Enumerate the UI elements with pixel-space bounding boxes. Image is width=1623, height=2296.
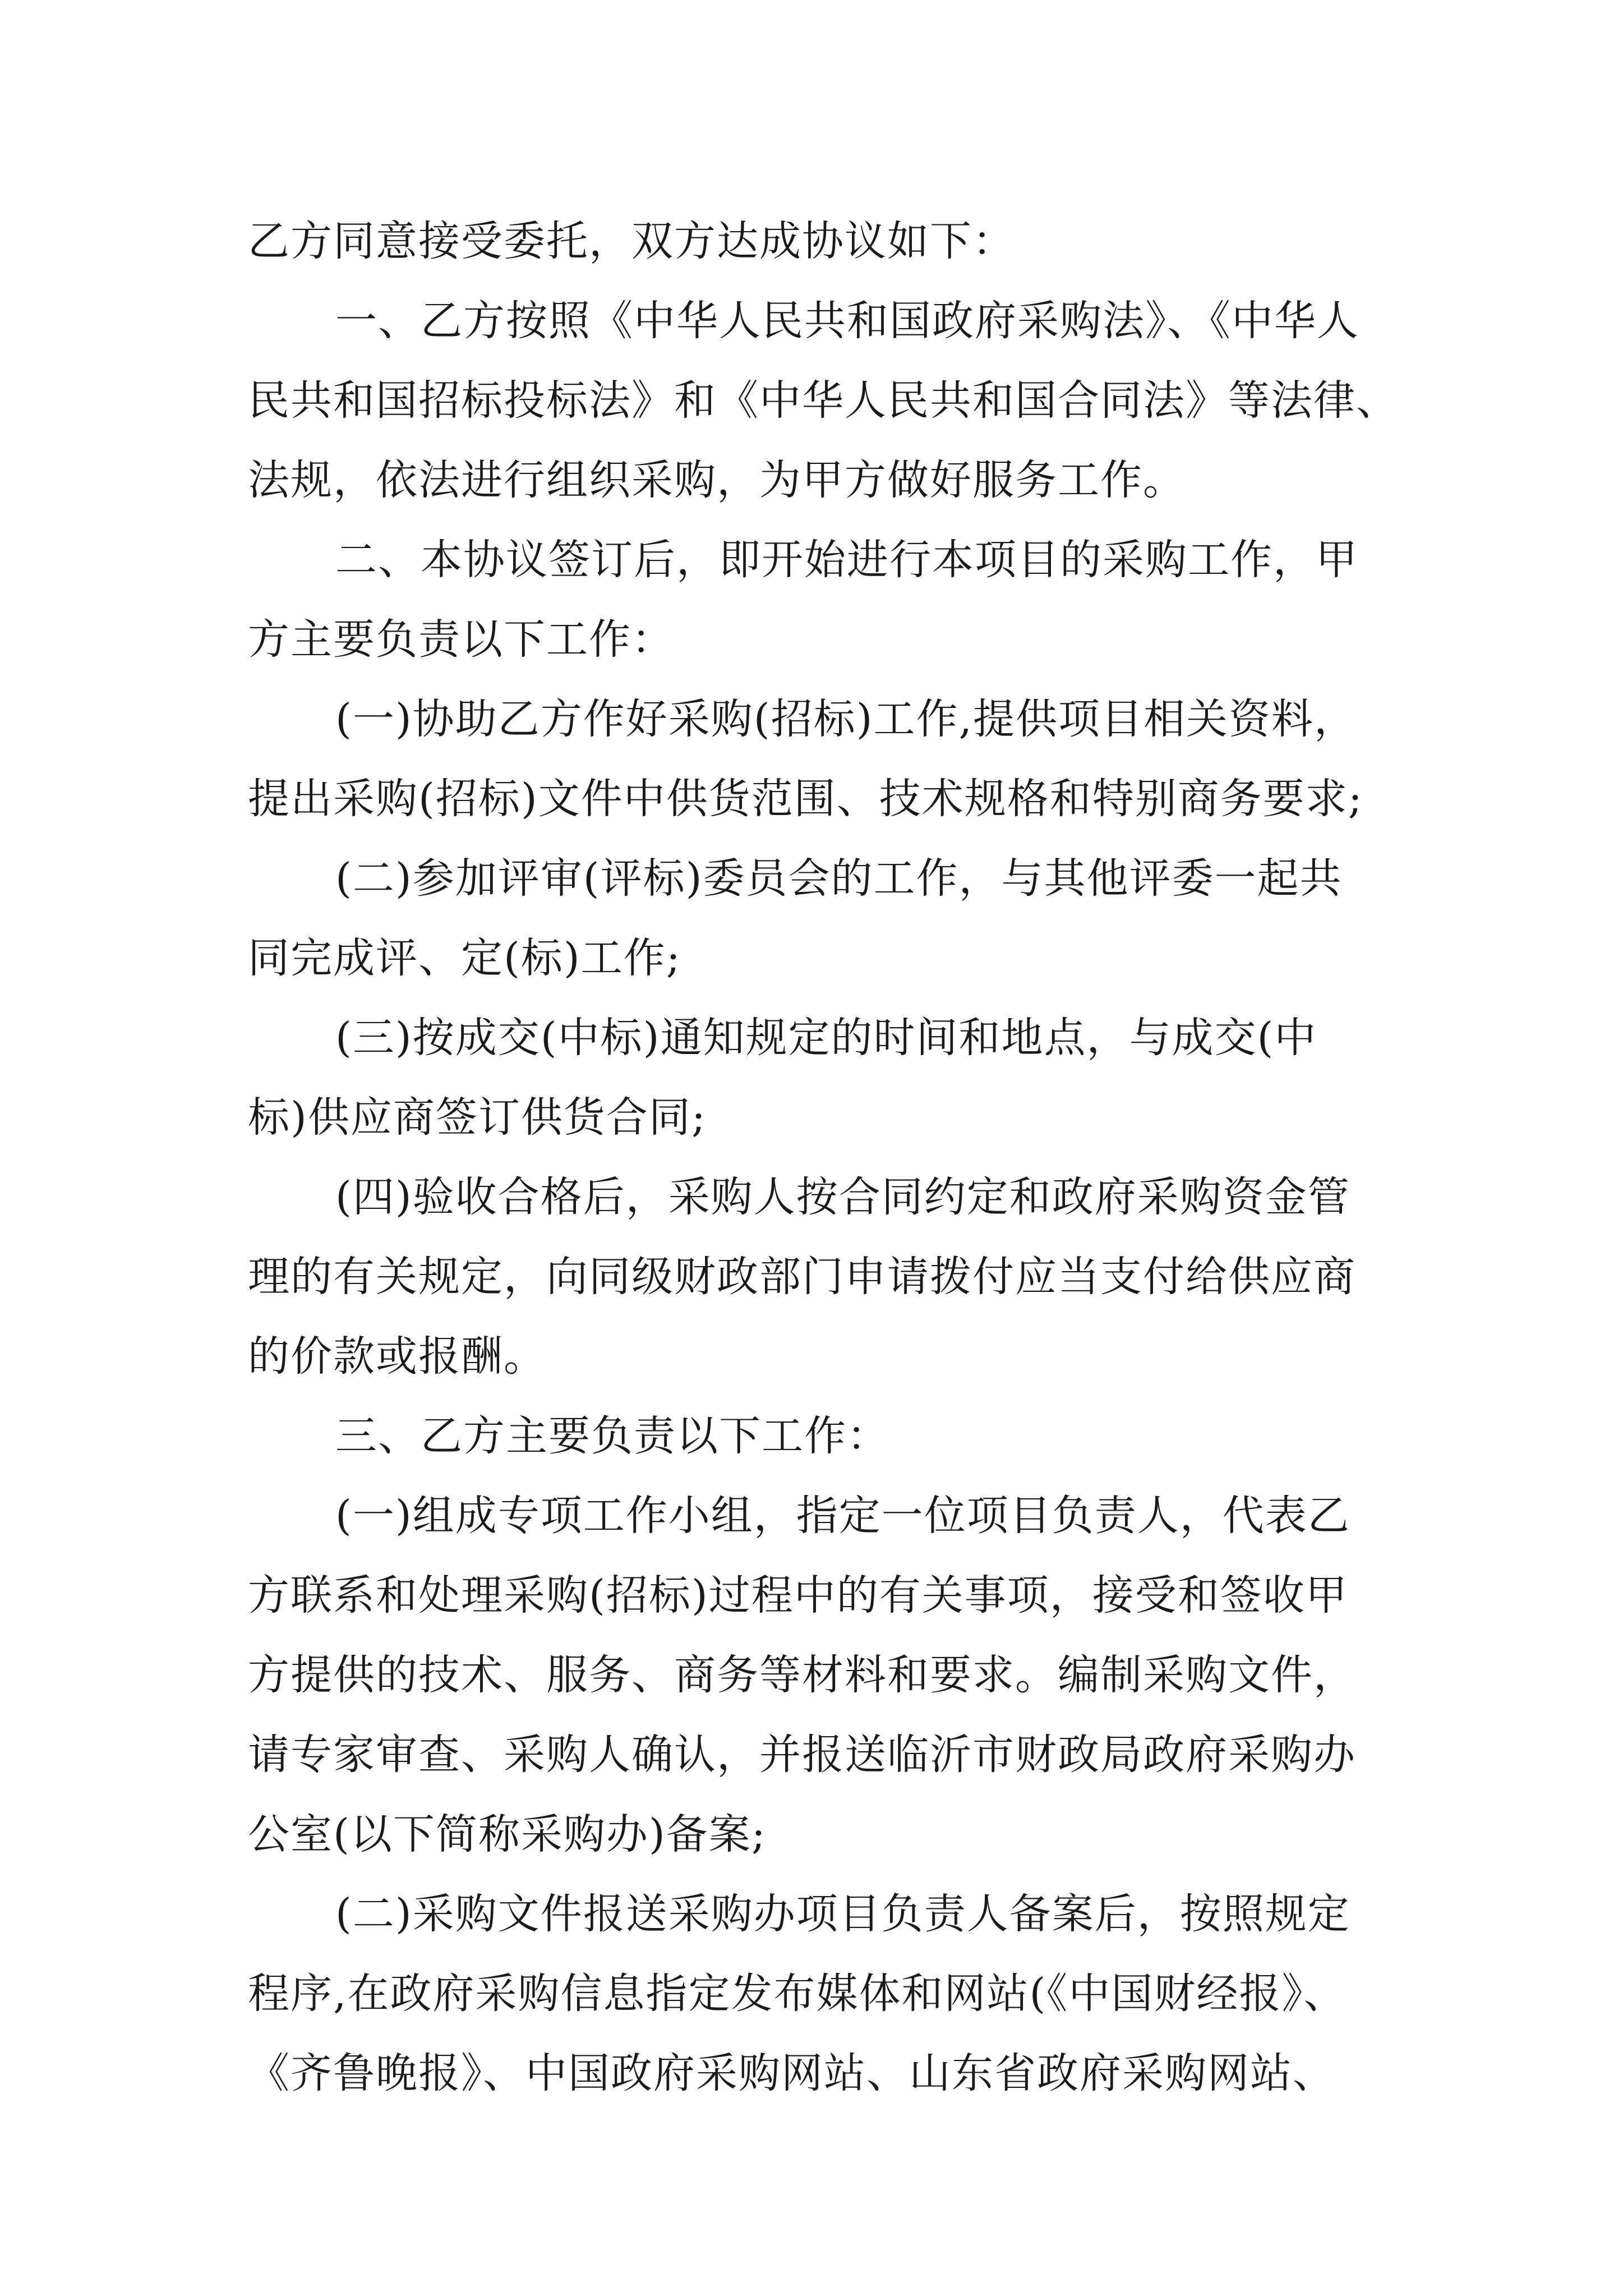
text-line: 方主要负责以下工作： — [248, 615, 674, 664]
text-line: 同完成评、定(标)工作; — [248, 934, 681, 982]
text-line: 法规，依法进行组织采购，为甲方做好服务工作。 — [248, 456, 1186, 504]
text-line: (二)采购文件报送采购办项目负责人备案后，按照规定 — [335, 1890, 1350, 1938]
text-line: 理的有关规定，向同级财政部门申请拨付应当支付给供应商 — [248, 1253, 1356, 1301]
text-line: (二)参加评审(评标)委员会的工作，与其他评委一起共 — [335, 854, 1343, 903]
text-line: 公室(以下简称采购办)备案; — [248, 1810, 767, 1858]
text-line: (一)组成专项工作小组，指定一位项目负责人，代表乙 — [335, 1492, 1350, 1540]
text-line: (一)协助乙方作好采购(招标)工作,提供项目相关资料， — [335, 695, 1357, 743]
text-line: 乙方同意接受委托，双方达成协议如下： — [248, 217, 1015, 265]
text-line: 民共和国招标投标法》和《中华人民共和国合同法》等法律、 — [248, 376, 1399, 425]
text-line: 一、乙方按照《中华人民共和国政府采购法》、《中华人 — [335, 297, 1359, 345]
text-line: 标)供应商签订供货合同; — [248, 1093, 707, 1142]
text-line: (四)验收合格后，采购人按合同约定和政府采购资金管 — [335, 1173, 1350, 1221]
text-line: (三)按成交(中标)通知规定的时间和地点，与成交(中 — [335, 1014, 1317, 1062]
text-line: 三、乙方主要负责以下工作： — [335, 1412, 889, 1460]
text-line: 请专家审查、采购人确认，并报送临沂市财政局政府采购办 — [248, 1731, 1356, 1779]
text-line: 二、本协议签订后，即开始进行本项目的采购工作，甲 — [335, 536, 1358, 584]
text-line: 方联系和处理采购(招标)过程中的有关事项，接受和签收甲 — [248, 1571, 1348, 1619]
text-line: 的价款或报酬。 — [248, 1332, 546, 1381]
text-line: 《齐鲁晚报》、中国政府采购网站、山东省政府采购网站、 — [248, 2049, 1335, 2097]
text-line: 程序,在政府采购信息指定发布媒体和网站(《中国财经报》、 — [248, 1970, 1347, 2018]
text-line: 提出采购(招标)文件中供货范围、技术规格和特别商务要求; — [248, 775, 1363, 823]
text-line: 方提供的技术、服务、商务等材料和要求。编制采购文件， — [248, 1651, 1356, 1699]
